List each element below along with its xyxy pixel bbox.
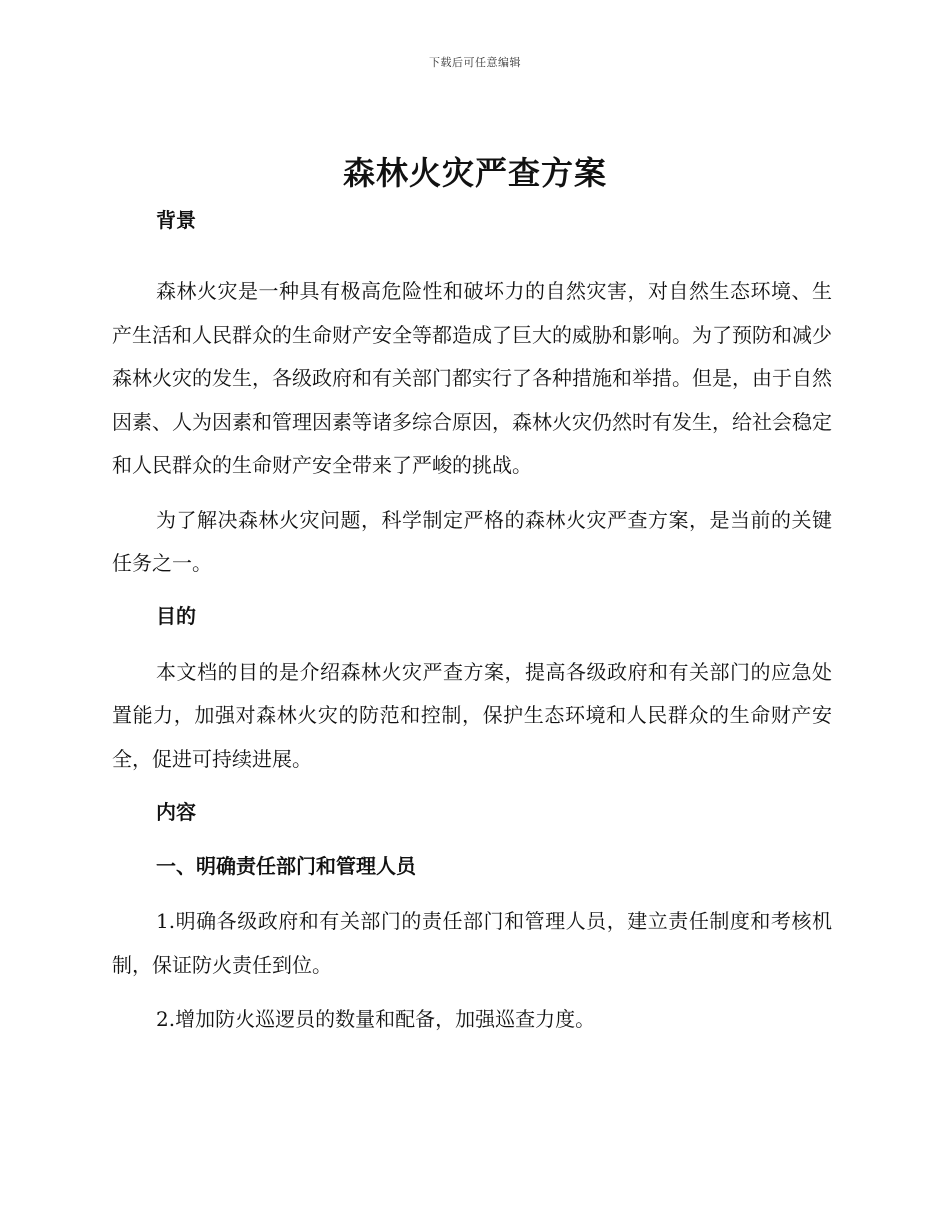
- list-item: 2.增加防火巡逻员的数量和配备，加强巡查力度。: [156, 1007, 596, 1031]
- section-heading-background: 背景: [156, 208, 196, 232]
- section-heading-content: 内容: [156, 800, 196, 824]
- section-heading-goal: 目的: [156, 603, 196, 628]
- document-title: 森林火灾严查方案: [342, 154, 607, 192]
- header-note: 下载后可任意编辑: [429, 56, 521, 69]
- background-paragraph-1: 森林火灾是一种具有极高危险性和破坏力的自然灾害，对自然生态环境、生产生活和人民群众的生命财产安全等都造成了巨大的威胁和影响。为了预防和减少森林火灾的发生，各级政府和有关部门都实行了各种措施和举措。但是，由于自然因素、人为因素和管理因素等诸多综合原因，森林火灾仍然时有发生，给社会稳定和人民群众的生命财产安全带来了严峻的挑战。: [112, 279, 832, 477]
- subsection-heading-responsibility: 一、明确责任部门和管理人员: [156, 854, 416, 878]
- list-item: 1.明确各级政府和有关部门的责任部门和管理人员，建立责任制度和考核机制，保证防火责任到位。: [112, 909, 832, 977]
- document-body: [112, 200, 832, 1042]
- goal-paragraph-1: 本文档的目的是介绍森林火灾严查方案，提高各级政府和有关部门的应急处置能力，加强对森林火灾的防范和控制，保护生态环境和人民群众的生命财产安全，促进可持续进展。: [112, 659, 832, 771]
- background-paragraph-2: 为了解决森林火灾问题，科学制定严格的森林火灾严查方案，是当前的关键任务之一。: [112, 507, 832, 575]
